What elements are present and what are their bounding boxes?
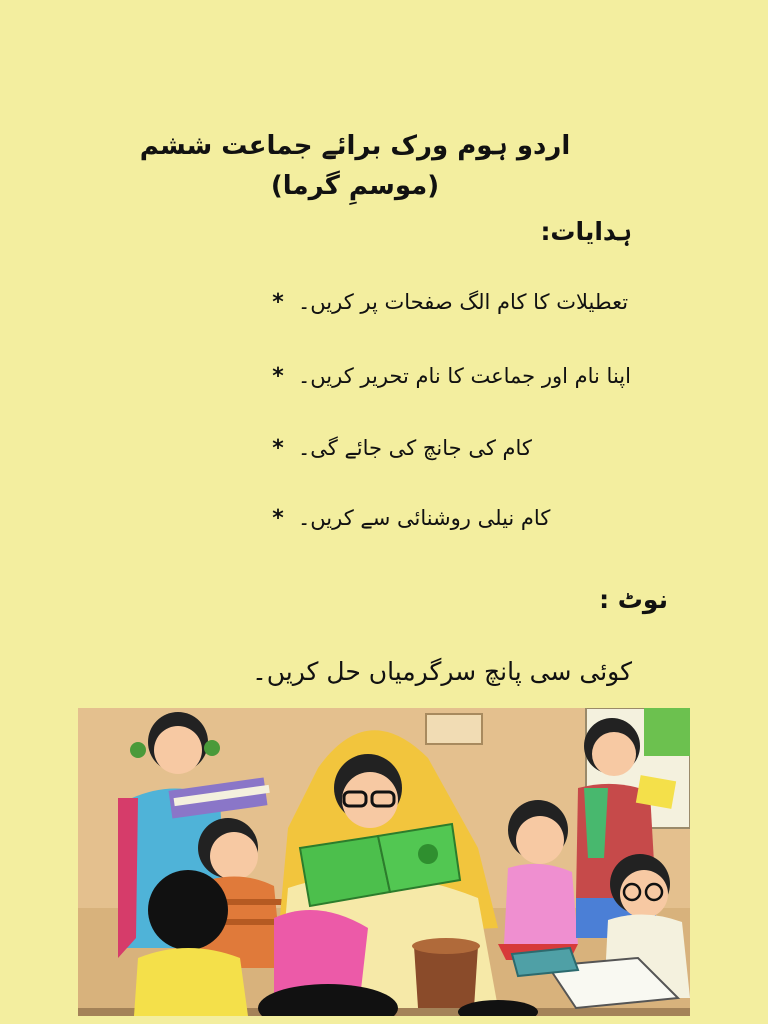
- note-label: نوٹ :: [599, 585, 668, 614]
- bullet-icon: *: [272, 435, 284, 461]
- instruction-item: [258, 282, 678, 322]
- classroom-illustration: [78, 708, 690, 1016]
- instruction-item: [258, 428, 678, 468]
- instruction-text: تعطیلات کا کام الگ صفحات پر کریں۔: [298, 290, 629, 314]
- instruction-text: کام نیلی روشنائی سے کریں۔: [298, 506, 551, 530]
- note-text: کوئی سی پانچ سرگرمیاں حل کریں۔: [252, 657, 632, 686]
- instruction-text: کام کی جانچ کی جائے گی۔: [298, 436, 532, 460]
- bullet-icon: *: [272, 289, 284, 315]
- instruction-text: اپنا نام اور جماعت کا نام تحریر کریں۔: [298, 364, 631, 388]
- bullet-icon: *: [272, 363, 284, 389]
- instruction-item: [258, 356, 678, 396]
- bullet-icon: *: [272, 505, 284, 531]
- instructions-heading: ہدایات:: [540, 217, 632, 246]
- page-title: اردو ہوم ورک برائے جماعت ششم (موسمِ گرما): [139, 131, 571, 201]
- instruction-item: [258, 498, 678, 538]
